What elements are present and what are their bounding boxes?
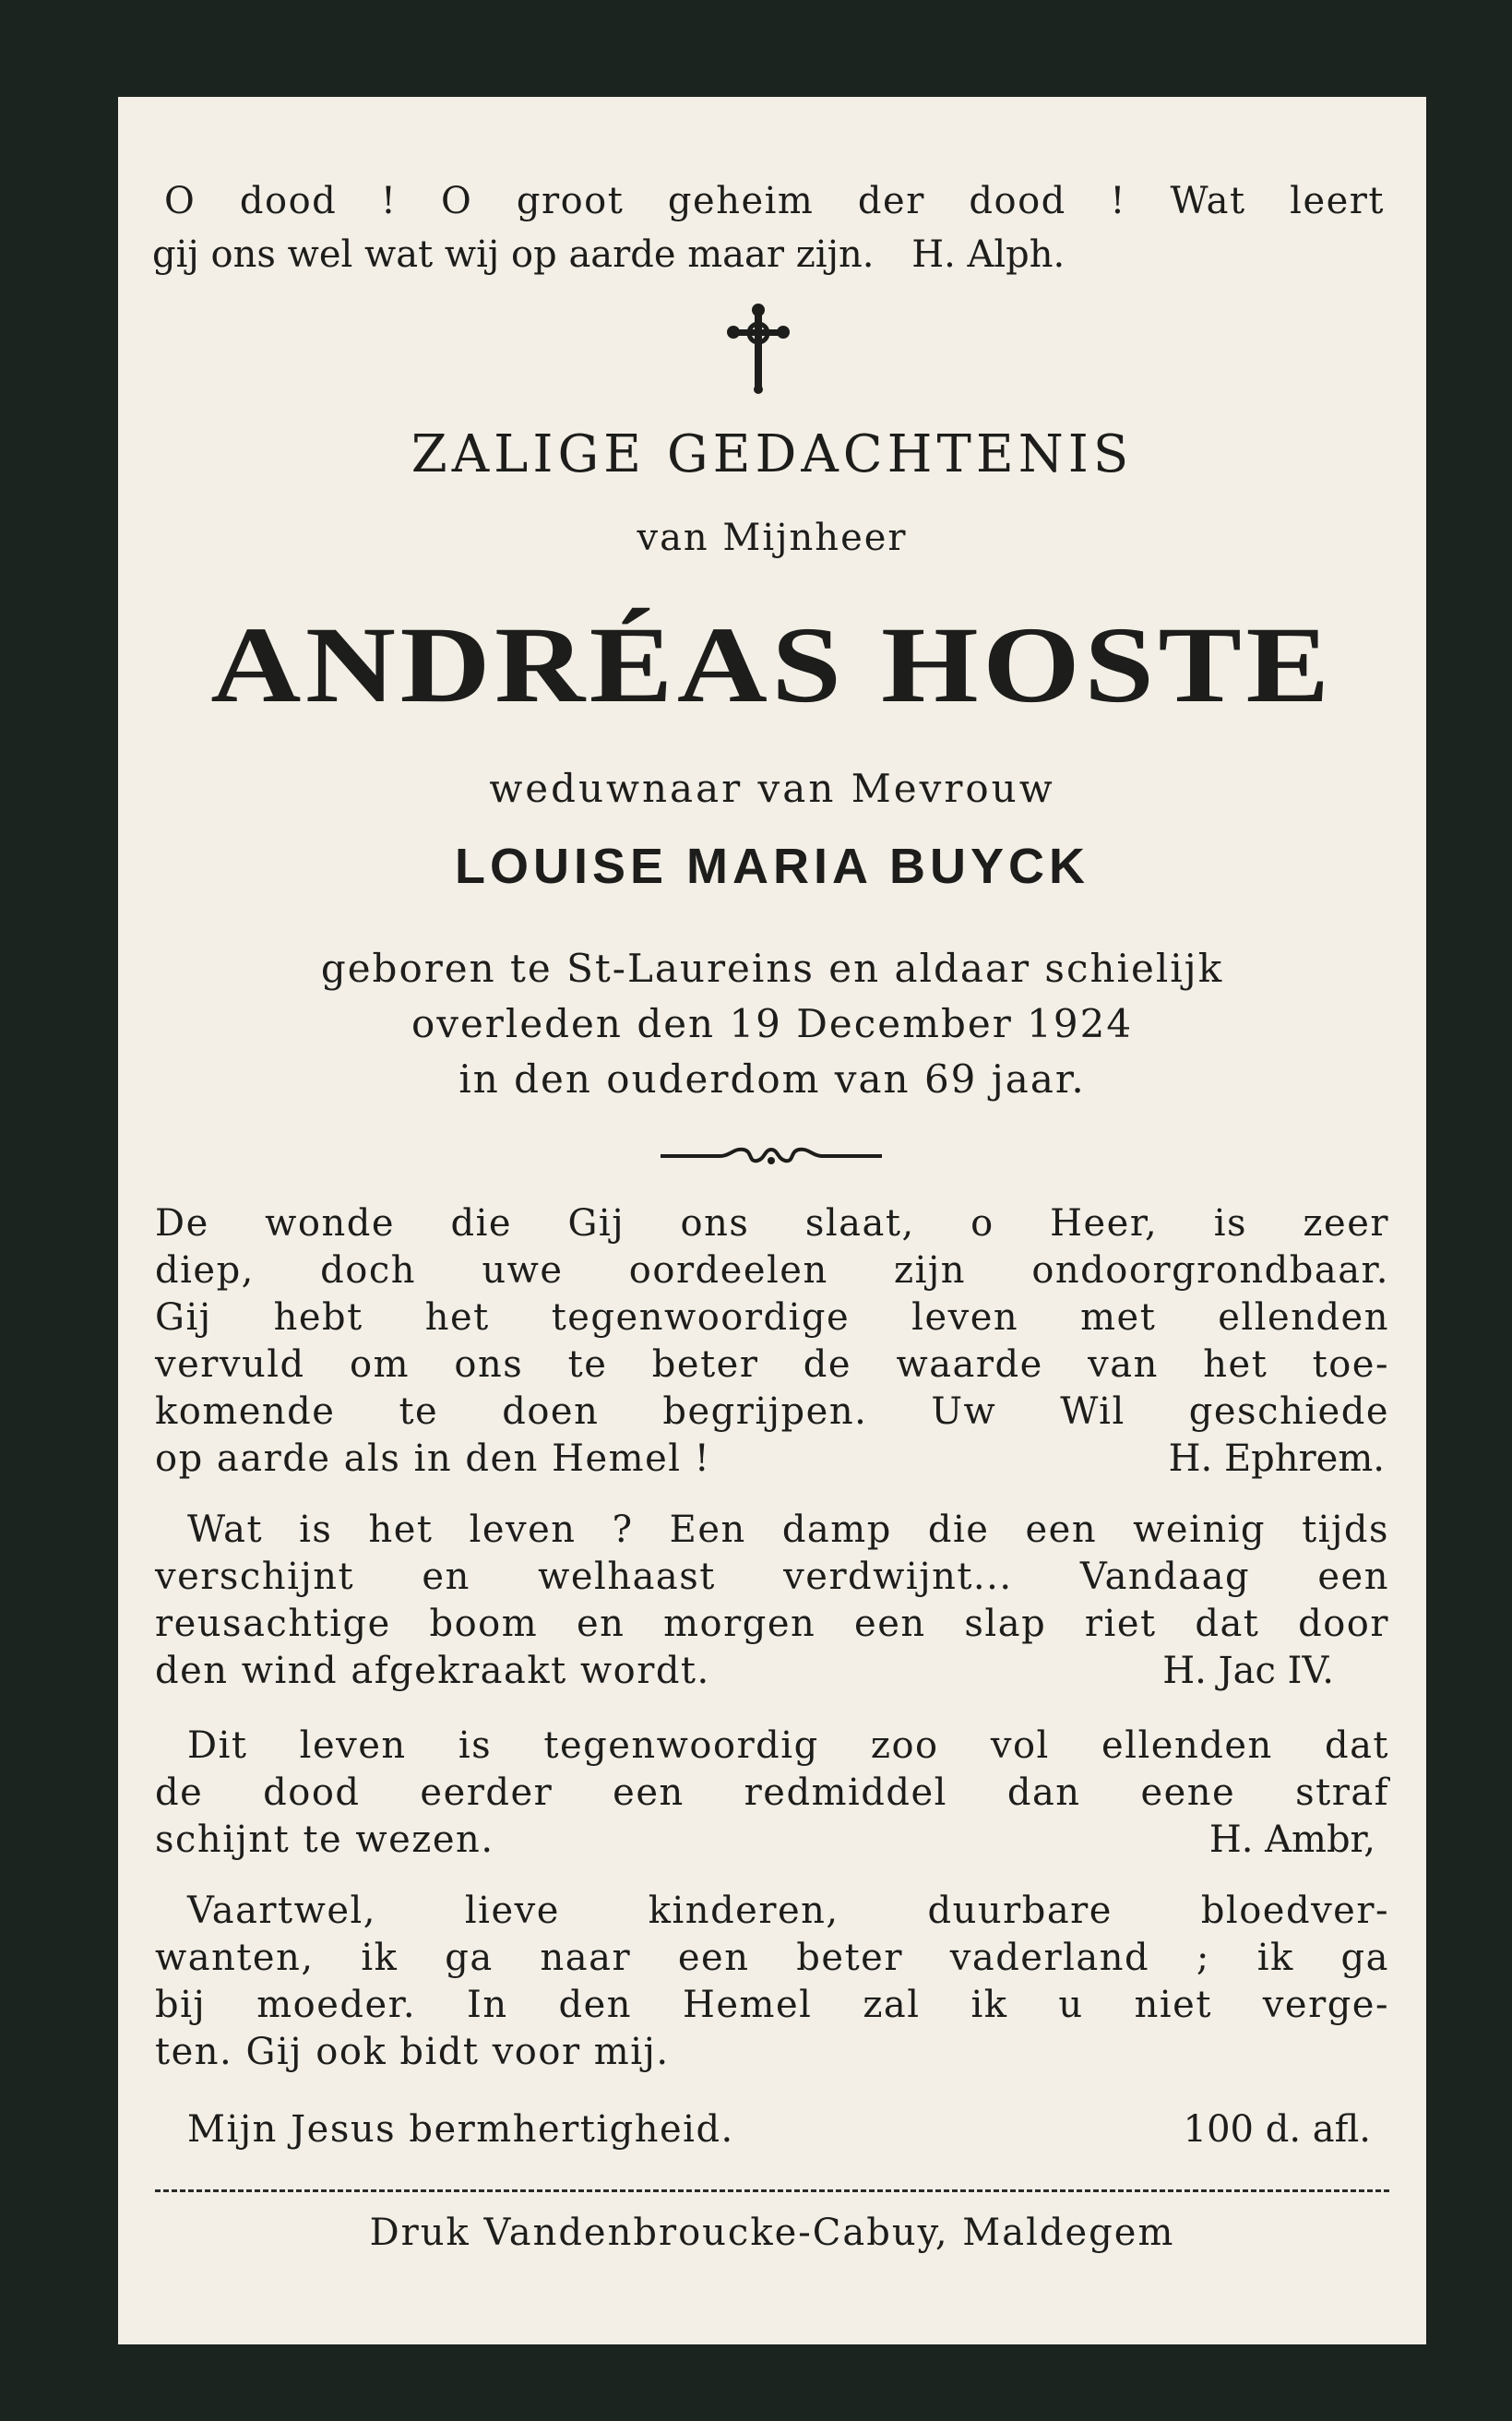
cross-icon [726, 302, 791, 394]
verse-1-line-1: De wonde die Gij ons slaat, o Heer, is zeer [155, 1202, 1389, 1245]
verse-2-line-2: verschijnt en welhaast verdwijnt... Vandaag een [155, 1556, 1389, 1598]
verse-2-line-4: den wind afgekraakt wordt. [155, 1650, 710, 1692]
printer-credit: Druk Vandenbroucke-Cabuy, Maldegem [369, 2212, 1175, 2254]
death-line: overleden den 19 December 1924 [411, 1001, 1134, 1046]
verse-1-source: H. Ephrem. [1168, 1437, 1385, 1480]
verse-4-line-4: ten. Gij ook bidt voor mij. [155, 2031, 670, 2073]
verse-3-line-2: de dood eerder een redmiddel dan eene straf [155, 1771, 1389, 1814]
verse-1-line-6: op aarde als in den Hemel ! [155, 1437, 711, 1480]
verse-3-source: H. Ambr, [1208, 1819, 1375, 1861]
indulgence-text: 100 d. afl. [1183, 2108, 1371, 2151]
prayer-text: Mijn Jesus bermhertigheid. [187, 2108, 734, 2151]
motto-line-2 [152, 233, 1426, 276]
verse-1-line-2: diep, doch uwe oordeelen zijn ondoorgrondbaar. [155, 1249, 1389, 1292]
verse-1-line-4: vervuld om ons te beter de waarde van het toe- [155, 1343, 1389, 1386]
birth-line: geboren te St-Laureins en aldaar schielijk [320, 946, 1224, 991]
verse-4-line-2: wanten, ik ga naar een beter vaderland ; ik ga [155, 1937, 1389, 1979]
verse-2-line-3: reusachtige boom en morgen een slap riet dat door [155, 1603, 1389, 1645]
card-paper [118, 97, 1426, 2344]
name-prefix: van Mijnheer [637, 517, 908, 559]
verse-1-line-5: komende te doen begrijpen. Uw Wil geschiede [155, 1390, 1389, 1433]
motto-source: H. Alph. [911, 233, 1066, 276]
verse-3-line-3: schijnt te wezen. [155, 1819, 494, 1861]
motto-line-1: O dood ! O groot geheim der dood ! Wat leert [164, 180, 1385, 222]
card-title: ZALIGE GEDACHTENIS [411, 424, 1134, 484]
age-line: in den ouderdom van 69 jaar. [458, 1056, 1086, 1102]
motto-line-2-text: gij ons wel wat wij op aarde maar zijn. [152, 233, 875, 276]
ornament-divider [656, 1142, 887, 1170]
verse-4-line-1: Vaartwel, lieve kinderen, duurbare bloedver- [187, 1890, 1389, 1932]
deceased-name: ANDRÉAS HOSTE [210, 604, 1334, 725]
spouse-name: LOUISE MARIA BUYCK [454, 839, 1089, 894]
relation-text: weduwnaar van Mevrouw [489, 766, 1055, 811]
verse-3-line-1: Dit leven is tegenwoordig zoo vol ellenden dat [187, 1724, 1389, 1767]
verse-2-line-1: Wat is het leven ? Een damp die een weinig tijds [187, 1509, 1389, 1551]
verse-4-line-3: bij moeder. In den Hemel zal ik u niet verge- [155, 1984, 1389, 2026]
dashed-divider [155, 2189, 1389, 2192]
verse-1-line-3: Gij hebt het tegenwoordige leven met ellenden [155, 1296, 1389, 1339]
verse-2-source: H. Jac IV. [1162, 1650, 1334, 1692]
